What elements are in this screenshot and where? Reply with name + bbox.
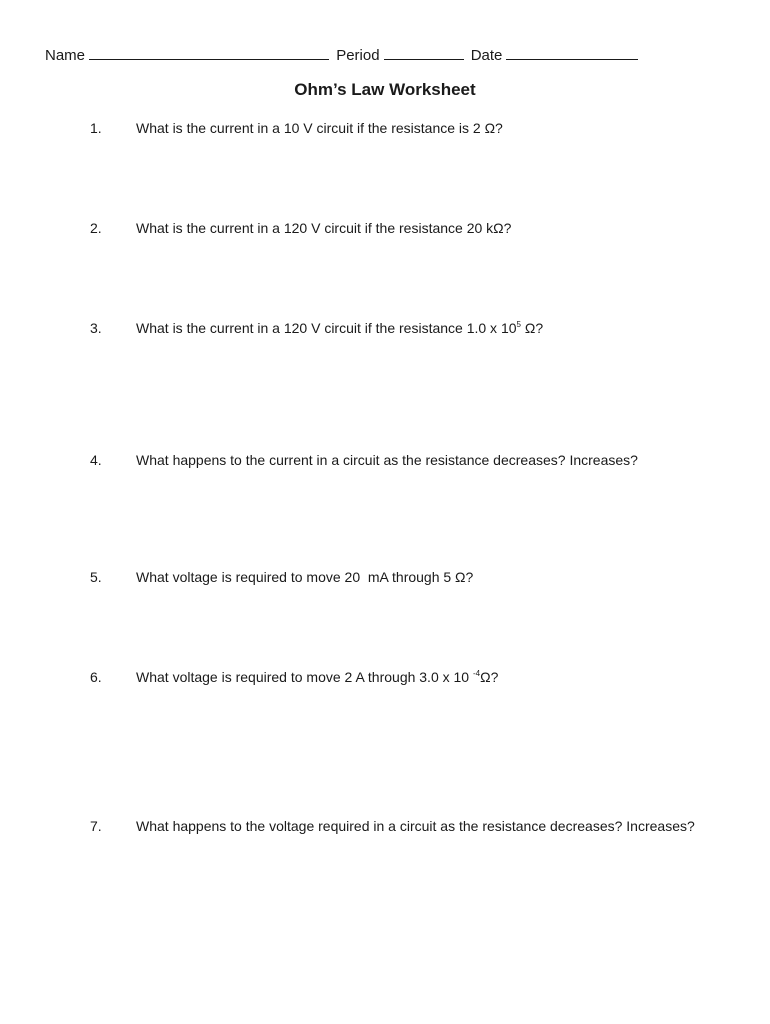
question-text: What voltage is required to move 2 A through 3.0 x 10 [136, 669, 473, 685]
question-number: 5. [90, 569, 102, 585]
date-blank[interactable] [506, 45, 638, 60]
question-text: What is the current in a 120 V circuit if the resistance 20 kΩ? [136, 220, 512, 236]
question-text: What is the current in a 10 V circuit if the resistance is 2 Ω? [136, 120, 503, 136]
question-text: What happens to the current in a circuit as the resistance decreases? Increases? [136, 452, 638, 468]
question-number: 7. [90, 818, 102, 834]
period-label: Period [336, 47, 380, 64]
question-text-end: Ω? [520, 320, 544, 336]
question-5 [90, 569, 473, 586]
question-3 [90, 320, 543, 337]
question-4 [90, 452, 638, 469]
name-label: Name [45, 47, 86, 64]
question-2 [90, 220, 511, 237]
question-text-end: Ω? [480, 669, 499, 685]
exponent: -4 [472, 669, 481, 678]
question-7 [90, 818, 695, 835]
question-1 [90, 120, 503, 137]
question-number: 2. [90, 220, 102, 236]
question-number: 1. [90, 120, 102, 136]
question-text: What happens to the voltage required in a circuit as the resistance decreases? Increases? [136, 818, 695, 834]
period-blank[interactable] [384, 45, 464, 60]
question-6 [90, 669, 498, 686]
question-text: What voltage is required to move 20 mA through 5 Ω? [136, 569, 474, 585]
question-text: What is the current in a 120 V circuit if the resistance 1.0 x 10 [136, 320, 517, 336]
exponent: 5 [516, 320, 521, 329]
question-number: 3. [90, 320, 102, 336]
question-number: 4. [90, 452, 102, 468]
date-label: Date [470, 47, 503, 64]
question-number: 6. [90, 669, 102, 685]
worksheet-title: Ohm’s Law Worksheet [294, 80, 476, 99]
student-info-line [45, 45, 641, 65]
name-blank[interactable] [89, 45, 329, 60]
